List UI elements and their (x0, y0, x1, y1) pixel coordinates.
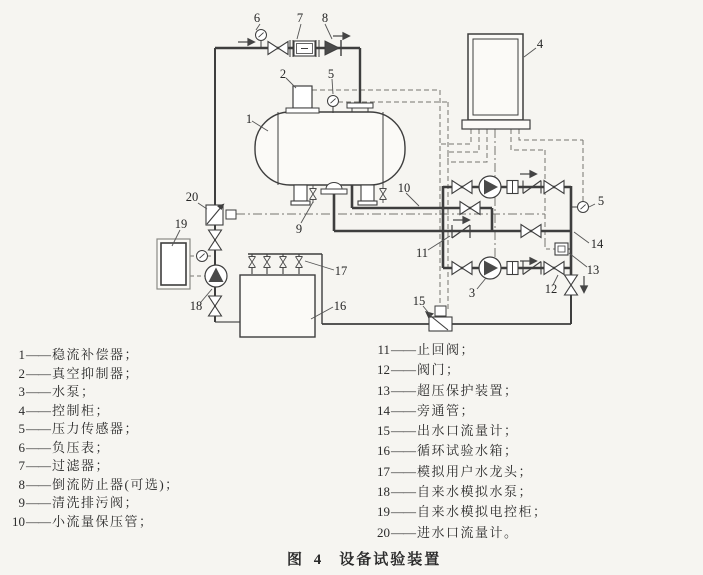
legend-item (370, 482, 548, 502)
legend-item (370, 401, 548, 421)
legend-item (370, 360, 548, 380)
discharge-valve-icon (565, 275, 578, 295)
legend-label: 过滤器； (52, 458, 111, 473)
pump-branch-top (452, 176, 564, 198)
legend-dash: —— (391, 402, 415, 418)
part-label-16: 16 (333, 299, 347, 313)
legend-num: 20 (377, 524, 390, 540)
legend-dash: —— (391, 342, 415, 357)
backflow-preventer (325, 40, 341, 56)
legend-label: 控制柜； (52, 402, 111, 418)
legend-label: 清洗排污阀； (52, 495, 140, 510)
faucet-drops (252, 254, 299, 274)
legend-item (10, 365, 180, 384)
legend-item (370, 421, 548, 441)
legend-item (370, 502, 548, 522)
part-label-10: 10 (397, 181, 411, 195)
legend-item (10, 476, 180, 495)
legend-item (10, 346, 180, 365)
valve-icon (452, 262, 472, 275)
legend-num: 7 (18, 458, 25, 473)
part-label-2: 2 (279, 67, 287, 81)
pressure-sensor-right (571, 202, 589, 213)
legend-item (10, 513, 180, 532)
legend-column-left (10, 346, 180, 531)
legend-label: 稳流补偿器； (52, 347, 140, 362)
legend-dash: —— (391, 443, 415, 459)
legend-dash: —— (391, 484, 415, 500)
legend-column-right (370, 340, 548, 543)
inlet-flow-meter (206, 204, 236, 226)
union-fitting-icon (507, 262, 518, 275)
legend-dash: —— (26, 402, 50, 418)
legend-num: 15 (377, 423, 390, 439)
valve-icon (452, 181, 472, 194)
part-label-19: 19 (174, 217, 188, 231)
tank-suction-pipe (334, 194, 443, 231)
legend-item (10, 420, 180, 439)
pump-icon (479, 257, 501, 279)
legend-label: 进水口流量计。 (417, 524, 519, 540)
legend-dash: —— (26, 513, 50, 529)
legend-item (370, 381, 548, 401)
legend-dash: —— (26, 384, 50, 399)
legend-num: 19 (377, 504, 390, 520)
legend-dash: —— (26, 365, 50, 381)
legend-item (370, 462, 548, 482)
legend-item (10, 439, 180, 458)
part-label-9: 9 (295, 222, 303, 236)
part-label-5a: 5 (327, 67, 335, 81)
tank-inlet-flange (347, 103, 373, 112)
legend-num: 1 (18, 347, 25, 362)
legend-num: 11 (377, 342, 390, 357)
legend-num: 14 (377, 402, 390, 418)
legend-label: 旁通管； (417, 402, 476, 418)
part-label-17: 17 (334, 264, 348, 278)
legend-label: 模拟用户水龙头； (417, 463, 534, 479)
vacuum-gauge (256, 30, 267, 49)
part-label-6: 6 (253, 11, 261, 25)
legend-label: 止回阀； (417, 342, 476, 357)
overpressure-protector (555, 243, 571, 255)
city-water-control-cabinet (157, 239, 190, 289)
drain-arrow-icon (581, 276, 588, 293)
flow-arrow-icon (333, 33, 350, 40)
part-label-3: 3 (468, 286, 476, 300)
legend-label: 超压保护装置； (417, 382, 519, 398)
flow-arrow-icon (520, 171, 537, 178)
legend-label: 水泵； (52, 384, 96, 399)
legend-num: 12 (377, 362, 390, 378)
overpressure-signal-line (545, 243, 555, 249)
legend-num: 9 (18, 495, 25, 510)
figure-title: 设备试验装置 (339, 552, 442, 568)
legend-dash: —— (391, 463, 415, 479)
flow-arrow-icon (238, 39, 255, 46)
legend-num: 18 (377, 484, 390, 500)
legend-label: 出水口流量计； (417, 423, 519, 439)
legend-label: 真空抑制器； (52, 365, 140, 381)
part-label-5b: 5 (597, 194, 605, 208)
valve-icon (544, 262, 564, 275)
legend-label: 自来水模拟电控柜； (417, 504, 548, 520)
riser-valve-icon (209, 230, 222, 250)
legend-dash: —— (26, 476, 50, 492)
riser-valve-icon (209, 296, 222, 316)
legend-item (10, 457, 180, 476)
riser-gauge-icon (197, 251, 208, 262)
legend-dash: —— (26, 347, 50, 362)
legend-num: 4 (18, 402, 25, 418)
legend-label: 自来水模拟水泵； (417, 484, 534, 500)
faucet-valves (249, 257, 303, 268)
legend-item (10, 494, 180, 513)
figure-number: 图 4 (287, 552, 326, 568)
legend-label: 阀门； (417, 362, 461, 378)
legend-num: 2 (18, 365, 25, 381)
legend-label: 压力传感器； (52, 421, 140, 436)
legend-label: 小流量保压管； (52, 513, 154, 529)
legend-dash: —— (391, 382, 415, 398)
legend-item (370, 441, 548, 461)
legend-num: 3 (18, 384, 25, 399)
legend-num: 13 (377, 382, 390, 398)
legend-item (10, 402, 180, 421)
bypass-valve-icon (521, 225, 541, 238)
pump-icon (479, 176, 501, 198)
legend-num: 17 (377, 463, 390, 479)
legend-dash: —— (26, 439, 50, 455)
filter (290, 40, 319, 57)
legend-label: 倒流防止器(可选)； (52, 476, 180, 492)
pressure-holding-valve-icon (460, 202, 480, 215)
part-label-11: 11 (415, 246, 429, 260)
valve-icon (544, 181, 564, 194)
legend-num: 16 (377, 443, 390, 459)
legend-dash: —— (391, 504, 415, 520)
inlet-shutoff-valve-icon (268, 42, 288, 55)
part-label-18: 18 (189, 299, 203, 313)
legend-dash: —— (391, 524, 415, 540)
pump-branch-bottom (452, 257, 564, 279)
pressure-sensor-top (328, 96, 339, 114)
part-label-4: 4 (536, 37, 544, 51)
flow-arrow-icon (453, 217, 470, 224)
legend-dash: —— (26, 495, 50, 510)
part-label-13: 13 (586, 263, 600, 277)
city-water-sim-pump (205, 265, 227, 287)
legend-num: 5 (18, 421, 25, 436)
legend-item (370, 523, 548, 543)
part-label-15: 15 (412, 294, 426, 308)
top-supply-pipe (215, 48, 360, 104)
legend-item (10, 383, 180, 402)
part-label-12: 12 (544, 282, 558, 296)
outlet-flow-meter (425, 306, 452, 331)
figure-caption (287, 548, 441, 569)
legend-num: 10 (12, 513, 25, 529)
legend-dash: —— (391, 362, 415, 378)
part-label-8: 8 (321, 11, 329, 25)
legend-dash: —— (26, 458, 50, 473)
legend-dash: —— (391, 423, 415, 439)
legend-num: 8 (18, 476, 25, 492)
legend-num: 6 (18, 439, 25, 455)
legend-label: 负压表； (52, 439, 111, 455)
legend-label: 循环试验水箱； (417, 443, 519, 459)
part-label-1: 1 (245, 112, 253, 126)
part-label-20: 20 (185, 190, 199, 204)
test-water-tank (240, 275, 315, 337)
part-label-7: 7 (296, 11, 304, 25)
legend-dash: —— (26, 421, 50, 436)
legend-item (370, 340, 548, 360)
union-fitting-icon (507, 181, 518, 194)
control-cabinet (462, 34, 530, 129)
part-label-14: 14 (590, 237, 604, 251)
